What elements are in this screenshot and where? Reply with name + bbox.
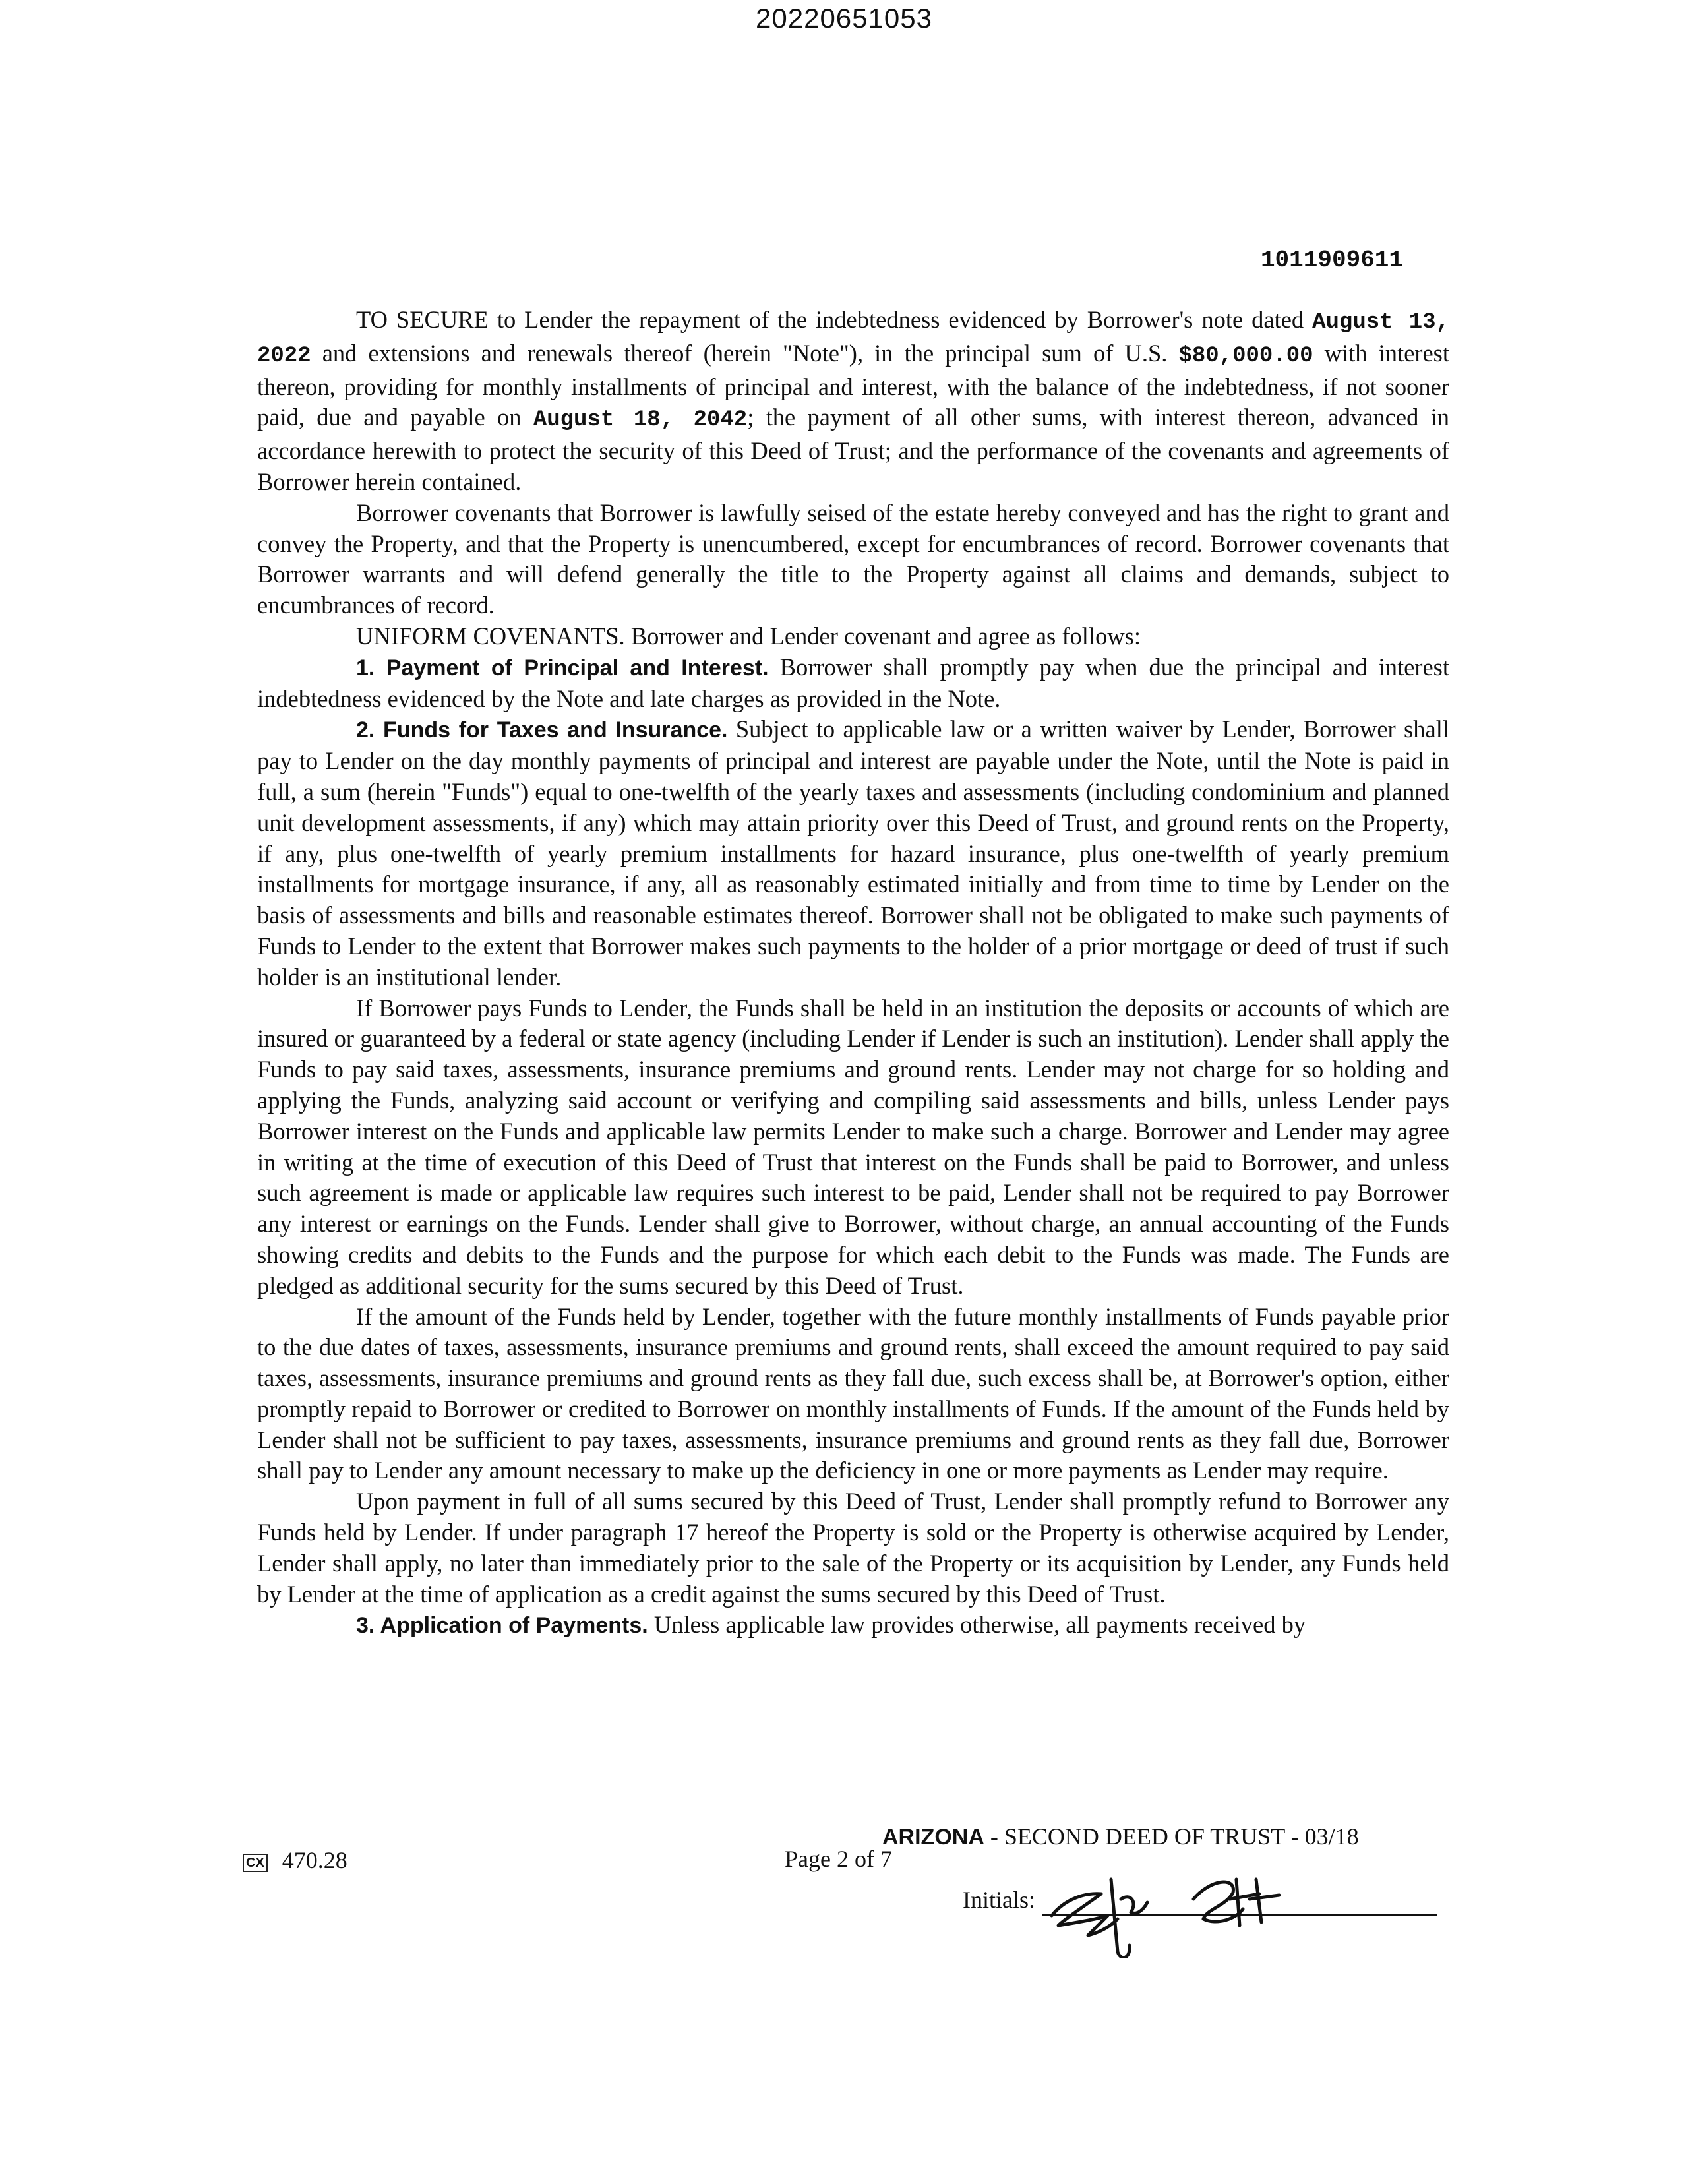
note-date: August 13, 2022: [257, 310, 1449, 369]
paragraph-funds-held: If Borrower pays Funds to Lender, the Funds shall be held in an institution the deposits or accounts of which are insured or guaranteed by a federal or state agency (including Lender if Lender is such an institution). Lender shall apply the Funds to pay said taxes, assessments, insurance premiums and ground rents. Lender may not charge for so holding and applying the Funds, analyzing said account or verifying and compiling said assessments and bills, unless Lender pays Borrower interest on the Funds and applicable law permits Lender to make such a charge. Borrower and Lender may agree in writing at the time of execution of this Deed of Trust that interest on the Funds shall be paid to Borrower, and unless such agreement is made or applicable law requires such interest to be paid, Lender shall not be required to pay Borrower any interest or earnings on the Funds. Lender shall give to Borrower, without charge, an annual accounting of the Funds showing credits and debits to the Funds and the purpose for which each debit to the Funds was made. The Funds are pledged as additional security for the sums secured by this Deed of Trust.: [257, 994, 1449, 1299]
paragraph-text: with interest thereon, providing for monthly installments of principal and interest, with the balance of the indebtedness, if not sooner paid, due and payable on: [257, 339, 1449, 431]
paragraph-uniform-covenants: UNIFORM COVENANTS. Borrower and Lender covenant and agree as follows:: [356, 622, 1141, 650]
paragraph-covenant-3: [257, 1610, 1449, 1641]
paragraph-borrower-covenants: Borrower covenants that Borrower is lawfully seised of the estate hereby conveyed and has the right to grant and convey the Property, and that the Property is unencumbered, except for encumbrances of record. Borrower covenants that Borrower warrants and will defend generally the title to the Property against all claims and demands, subject to encumbrances of record.: [257, 499, 1449, 619]
state-name: ARIZONA: [882, 1825, 984, 1850]
form-code-number: 470.28: [282, 1847, 347, 1873]
paragraph-text: and extensions and renewals thereof (herein "Note"), in the principal sum of U.S.: [311, 339, 1179, 367]
covenant-heading: 3. Application of Payments.: [356, 1613, 648, 1639]
loan-number: 1011909611: [1260, 247, 1403, 274]
paragraph-funds-excess: If the amount of the Funds held by Lender, together with the future monthly installments of Funds payable prior to the due dates of taxes, assessments, insurance premiums and ground rents, shall exceed the amount required to pay said taxes, assessments, insurance premiums and ground rents as they fall due, such excess shall be, at Borrower's option, either promptly repaid to Borrower or credited to Borrower on monthly installments of Funds. If the amount of the Funds held by Lender shall not be sufficient to pay taxes, assessments, insurance premiums and ground rents as they fall due, Borrower shall pay to Lender any amount necessary to make up the deficiency in one or more payments as Lender may require.: [257, 1302, 1449, 1484]
paragraph-text: TO SECURE to Lender the repayment of the indebtedness evidenced by Borrower's note dated: [356, 306, 1313, 333]
paragraph-text: Unless applicable law provides otherwise, all payments received by: [648, 1611, 1306, 1639]
form-code: [243, 1846, 347, 1874]
paragraph-text: Subject to applicable law or a written waiver by Lender, Borrower shall pay to Lender on the day monthly payments of principal and interest are payable under the Note, until the Note is paid in full, a sum (herein "Funds") equal to one-twelfth of the yearly taxes and assessments (including condominium and planned unit development assessments, if any) which may attain priority over this Deed of Trust, and ground rents on the Property, if any, plus one-twelfth of yearly premium installments for hazard insurance, plus one-twelfth of yearly premium installments for mortgage insurance, if any, all as reasonably estimated initially and from time to time by Lender on the basis of assessments and bills and reasonable estimates thereof. Borrower shall not be obligated to make such payments of Funds to Lender to the extent that Borrower makes such payments to the holder of a prior mortgage or deed of trust if such holder is an institutional lender.: [257, 715, 1449, 990]
initials-label: Initials:: [963, 1887, 1035, 1913]
document-title: [882, 1823, 1359, 1850]
form-logo: CX: [243, 1854, 268, 1872]
document-title-text: - SECOND DEED OF TRUST - 03/18: [984, 1823, 1359, 1850]
page-number: Page 2 of 7: [785, 1846, 892, 1872]
paragraph-covenant-1: [257, 652, 1449, 715]
covenant-heading: 1. Payment of Principal and Interest.: [356, 655, 769, 681]
paragraph-secure: [257, 305, 1449, 498]
covenant-heading: 2. Funds for Taxes and Insurance.: [356, 717, 728, 743]
principal-amount: $80,000.00: [1178, 343, 1313, 369]
maturity-date: August 18, 2042: [533, 408, 748, 433]
recording-number: 20220651053: [756, 3, 932, 34]
initials-signature: [1039, 1853, 1315, 1958]
paragraph-text: ; the payment of all other sums, with interest thereon, advanced in accordance herewith to protect the security of this Deed of Trust; and the performance of the covenants and agreements of Borrower herein contained.: [257, 404, 1449, 495]
paragraph-covenant-2: [257, 714, 1449, 992]
document-body: [257, 305, 1449, 1641]
paragraph-funds-refund: Upon payment in full of all sums secured by this Deed of Trust, Lender shall promptly refund to Borrower any Funds held by Lender. If under paragraph 17 hereof the Property is sold or the Property is otherwise acquired by Lender, Lender shall apply, no later than immediately prior to the sale of the Property or its acquisition by Lender, any Funds held by Lender at the time of application as a credit against the sums secured by this Deed of Trust.: [257, 1488, 1449, 1608]
paragraph-text: Borrower shall promptly pay when due the principal and interest indebtedness evidenced by the Note and late charges as provided in the Note.: [257, 653, 1449, 712]
